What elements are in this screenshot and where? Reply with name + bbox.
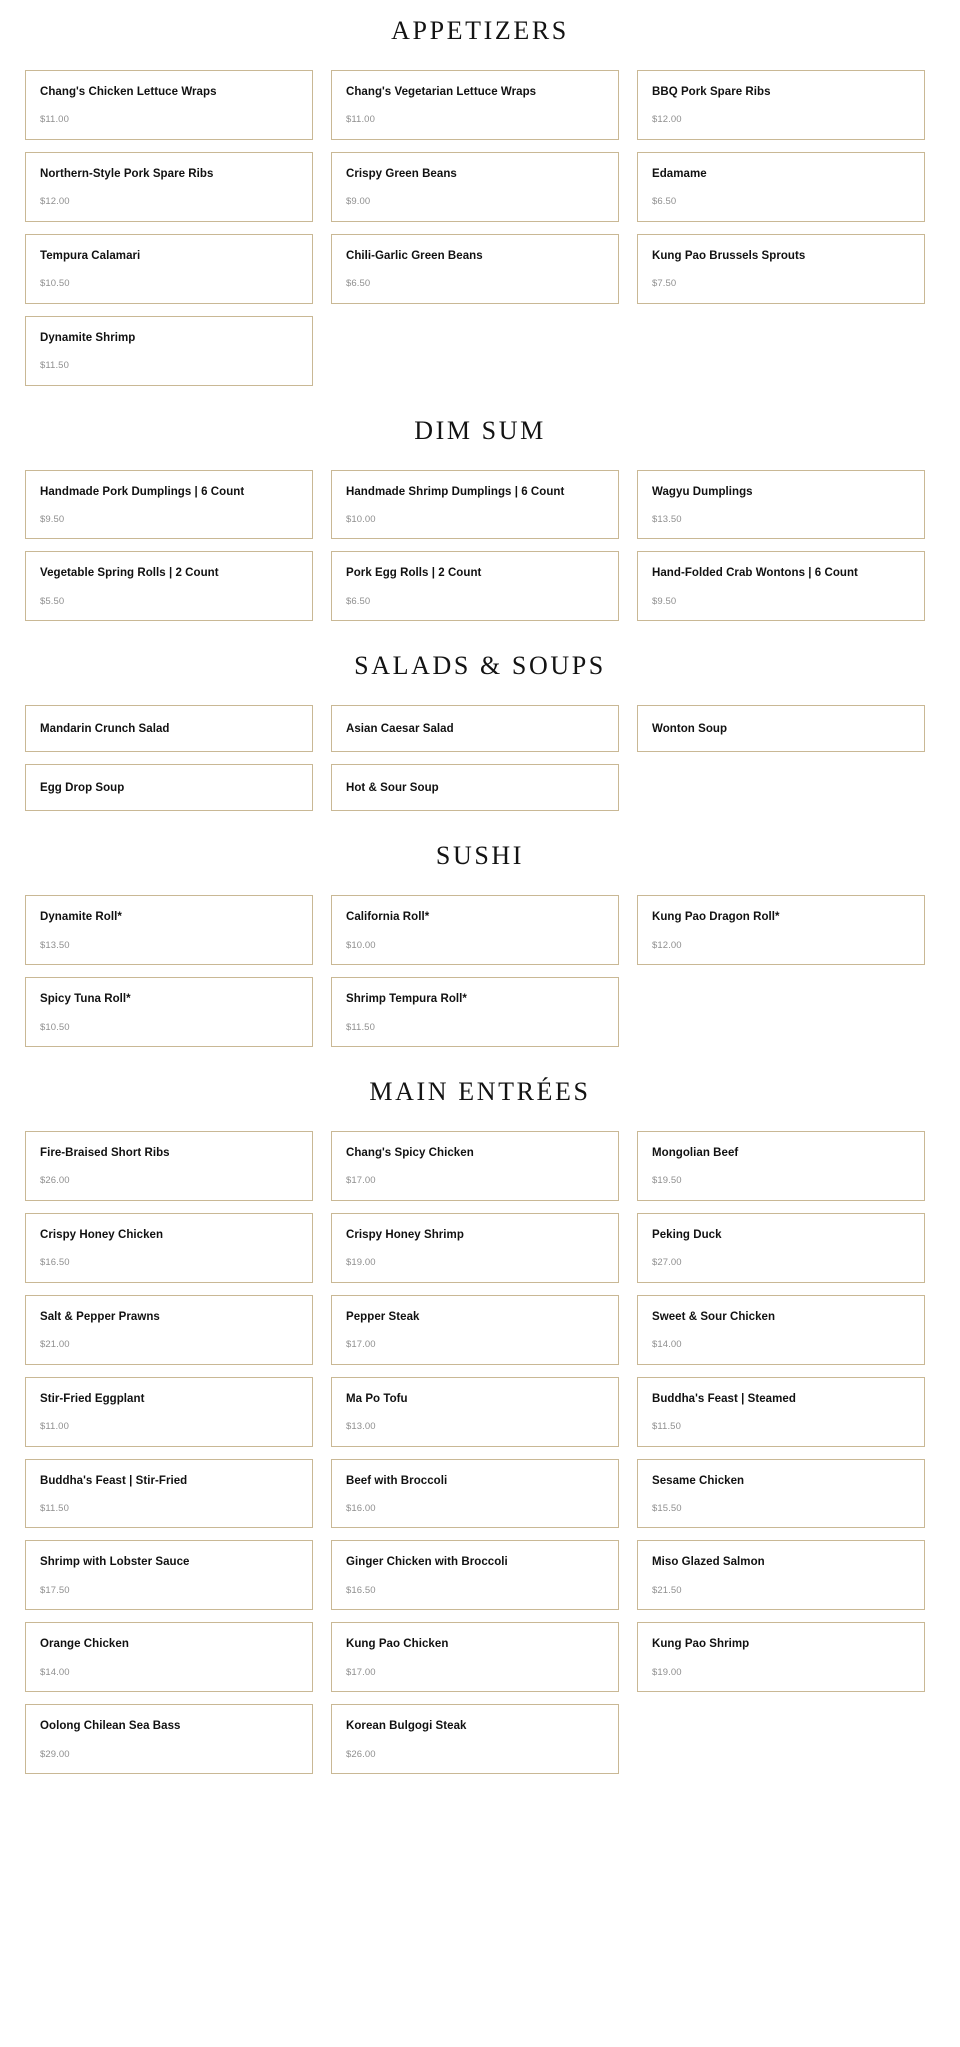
menu-item-price: $26.00 bbox=[346, 1748, 376, 1760]
section-heading: SUSHI bbox=[435, 841, 525, 871]
section-heading: MAIN ENTRÉES bbox=[369, 1077, 591, 1106]
menu-item-price: $14.00 bbox=[652, 1339, 682, 1351]
menu-item-name: Wagyu Dumplings bbox=[652, 485, 753, 498]
menu-item-price: $11.50 bbox=[346, 1021, 375, 1033]
menu-item-name: Asian Caesar Salad bbox=[346, 722, 454, 735]
menu-item-name: Stir-Fried Eggplant bbox=[40, 1392, 145, 1405]
menu-item-price: $11.50 bbox=[652, 1421, 681, 1432]
menu-item-name: Pork Egg Rolls | 2 Count bbox=[346, 567, 482, 580]
menu-item-price: $19.50 bbox=[652, 1175, 682, 1187]
section-spacer bbox=[0, 1774, 960, 1784]
menu-item-name: Crispy Green Beans bbox=[346, 167, 457, 180]
menu-item-price: $15.50 bbox=[652, 1502, 682, 1514]
menu-item-name: Oolong Chilean Sea Bass bbox=[40, 1720, 181, 1733]
menu-item-name: Salt & Pepper Prawns bbox=[40, 1310, 160, 1323]
menu-item-card[interactable] bbox=[637, 1295, 925, 1365]
menu-item-price: $14.00 bbox=[40, 1666, 70, 1678]
menu-item-card[interactable] bbox=[637, 1540, 925, 1610]
menu-item-name: Sweet & Sour Chicken bbox=[652, 1310, 776, 1323]
menu-section-dim-sum bbox=[0, 396, 960, 632]
section-spacer bbox=[0, 386, 960, 396]
menu-item-price: $5.50 bbox=[40, 595, 65, 607]
menu-section-main-entrees bbox=[0, 1057, 960, 1784]
section-spacer bbox=[0, 1047, 960, 1057]
menu-item-name: Ma Po Tofu bbox=[346, 1392, 408, 1405]
menu-item-card[interactable] bbox=[25, 1622, 313, 1692]
menu-item-price: $9.00 bbox=[346, 196, 371, 208]
menu-item-card[interactable] bbox=[637, 1213, 925, 1283]
menu-item-price: $6.50 bbox=[346, 278, 371, 290]
menu-item-name: Dynamite Shrimp bbox=[40, 331, 136, 344]
menu-item-price: $10.50 bbox=[40, 1021, 70, 1033]
menu-item-name: Spicy Tuna Roll* bbox=[40, 993, 131, 1006]
menu-item-card[interactable] bbox=[25, 1540, 313, 1610]
menu-item-price: $21.50 bbox=[652, 1584, 682, 1596]
menu-item-card[interactable] bbox=[331, 764, 619, 811]
menu-item-name: Kung Pao Brussels Sprouts bbox=[652, 249, 806, 262]
menu-item-name: Buddha's Feast | Stir-Fried bbox=[40, 1474, 188, 1487]
menu-item-name: Hot & Sour Soup bbox=[346, 781, 439, 794]
menu-item-name: Miso Glazed Salmon bbox=[652, 1556, 765, 1569]
menu-item-card[interactable] bbox=[637, 70, 925, 140]
menu-item-name: Hand-Folded Crab Wontons | 6 Count bbox=[652, 567, 858, 580]
menu-item-price: $11.50 bbox=[40, 1502, 69, 1514]
menu-item-card[interactable] bbox=[25, 316, 313, 386]
menu-item-price: $11.50 bbox=[40, 360, 69, 371]
section-spacer bbox=[0, 621, 960, 631]
menu-item-card[interactable] bbox=[25, 1459, 313, 1529]
menu-item-name: Chang's Spicy Chicken bbox=[346, 1147, 474, 1159]
menu-items-grid bbox=[0, 895, 960, 1047]
menu-item-card[interactable] bbox=[331, 977, 619, 1047]
menu-item-name: Crispy Honey Shrimp bbox=[346, 1228, 464, 1241]
menu-item-card[interactable] bbox=[331, 1131, 619, 1201]
menu-item-name: Northern-Style Pork Spare Ribs bbox=[40, 167, 214, 180]
menu-item-card[interactable] bbox=[637, 1459, 925, 1529]
menu-item-name: Shrimp Tempura Roll* bbox=[346, 993, 467, 1006]
menu-item-card[interactable] bbox=[331, 234, 619, 304]
section-heading: SALADS & SOUPS bbox=[354, 651, 606, 681]
section-heading-container bbox=[0, 821, 960, 895]
menu-item-card[interactable] bbox=[25, 1377, 313, 1447]
menu-item-card[interactable] bbox=[25, 1213, 313, 1283]
menu-item-name: Shrimp with Lobster Sauce bbox=[40, 1556, 190, 1569]
menu-item-price: $9.50 bbox=[40, 513, 65, 525]
menu-item-name: Ginger Chicken with Broccoli bbox=[346, 1556, 508, 1569]
menu-item-card[interactable] bbox=[25, 152, 313, 222]
section-heading-container bbox=[0, 0, 960, 70]
menu-section-appetizers bbox=[0, 0, 960, 396]
menu-item-name: Vegetable Spring Rolls | 2 Count bbox=[40, 567, 219, 580]
menu-items-grid bbox=[0, 1131, 960, 1774]
menu-item-name: Chang's Chicken Lettuce Wraps bbox=[40, 86, 217, 98]
menu-item-price: $6.50 bbox=[346, 595, 371, 607]
menu-item-name: Handmade Shrimp Dumplings | 6 Count bbox=[346, 485, 565, 498]
menu-item-price: $6.50 bbox=[652, 196, 677, 208]
menu-item-card[interactable] bbox=[637, 234, 925, 304]
menu-item-card[interactable] bbox=[331, 1540, 619, 1610]
menu-item-card[interactable] bbox=[331, 1704, 619, 1774]
menu-section-sushi bbox=[0, 821, 960, 1057]
menu-item-name: Beef with Broccoli bbox=[346, 1474, 448, 1487]
menu-item-name: Chili-Garlic Green Beans bbox=[346, 249, 483, 262]
section-heading-container bbox=[0, 1057, 960, 1131]
menu-item-card[interactable] bbox=[637, 1377, 925, 1447]
menu-item-card[interactable] bbox=[331, 895, 619, 965]
section-heading: DIM SUM bbox=[414, 415, 546, 445]
menu-item-name: Mandarin Crunch Salad bbox=[40, 722, 170, 735]
menu-item-price: $12.00 bbox=[40, 196, 70, 208]
menu-item-name: Kung Pao Dragon Roll* bbox=[652, 911, 780, 924]
menu-item-price: $26.00 bbox=[40, 1175, 70, 1187]
menu-item-card[interactable] bbox=[637, 895, 925, 965]
menu-items-grid bbox=[0, 705, 960, 811]
menu-item-card[interactable] bbox=[25, 764, 313, 811]
menu-item-price: $17.00 bbox=[346, 1666, 376, 1678]
menu-item-card[interactable] bbox=[331, 705, 619, 752]
menu-item-card[interactable] bbox=[637, 551, 925, 621]
menu-item-price: $7.50 bbox=[652, 278, 677, 290]
menu-item-name: Buddha's Feast | Steamed bbox=[652, 1392, 796, 1405]
section-spacer bbox=[0, 811, 960, 821]
menu-item-name: Crispy Honey Chicken bbox=[40, 1228, 164, 1241]
section-heading-container bbox=[0, 631, 960, 705]
menu-item-price: $10.00 bbox=[346, 939, 376, 951]
menu-item-card[interactable] bbox=[637, 152, 925, 222]
menu-item-price: $21.00 bbox=[40, 1339, 70, 1351]
menu-item-name: Pepper Steak bbox=[346, 1310, 420, 1323]
menu-items-grid bbox=[0, 470, 960, 622]
menu-item-card[interactable] bbox=[25, 1295, 313, 1365]
menu-item-card[interactable] bbox=[637, 1131, 925, 1201]
menu-item-name: Kung Pao Chicken bbox=[346, 1638, 449, 1651]
menu-item-price: $16.00 bbox=[346, 1502, 376, 1514]
menu-item-card[interactable] bbox=[25, 551, 313, 621]
menu-item-price: $16.50 bbox=[40, 1257, 70, 1269]
menu-item-card[interactable] bbox=[25, 1704, 313, 1774]
menu-item-card[interactable] bbox=[25, 705, 313, 752]
menu-item-card[interactable] bbox=[25, 977, 313, 1047]
menu-item-price: $12.00 bbox=[652, 939, 682, 951]
menu-item-price: $13.50 bbox=[40, 939, 70, 951]
menu-item-card[interactable] bbox=[331, 1295, 619, 1365]
menu-item-name: Edamame bbox=[652, 167, 707, 180]
menu-item-card[interactable] bbox=[331, 70, 619, 140]
menu-item-name: Orange Chicken bbox=[40, 1638, 129, 1651]
menu-item-name: California Roll* bbox=[346, 911, 430, 924]
menu-item-price: $11.00 bbox=[346, 114, 375, 126]
menu-item-price: $19.00 bbox=[346, 1257, 376, 1269]
menu-item-price: $27.00 bbox=[652, 1257, 682, 1269]
section-heading: APPETIZERS bbox=[391, 16, 569, 45]
menu-item-price: $9.50 bbox=[652, 595, 677, 607]
menu-item-card[interactable] bbox=[331, 152, 619, 222]
menu-item-price: $11.00 bbox=[40, 1421, 69, 1432]
menu-item-card[interactable] bbox=[25, 234, 313, 304]
menu-item-card[interactable] bbox=[331, 470, 619, 540]
menu-item-name: Fire-Braised Short Ribs bbox=[40, 1147, 170, 1159]
menu-item-name: Sesame Chicken bbox=[652, 1474, 745, 1487]
menu-item-price: $11.00 bbox=[40, 114, 69, 126]
menu-item-price: $13.50 bbox=[652, 513, 682, 525]
menu-item-card[interactable] bbox=[637, 705, 925, 752]
menu-item-price: $16.50 bbox=[346, 1584, 376, 1596]
menu-item-name: Chang's Vegetarian Lettuce Wraps bbox=[346, 86, 537, 98]
menu-item-card[interactable] bbox=[25, 895, 313, 965]
menu-item-name: Korean Bulgogi Steak bbox=[346, 1720, 467, 1733]
menu-item-card[interactable] bbox=[331, 1213, 619, 1283]
menu-item-price: $10.00 bbox=[346, 513, 376, 525]
menu-item-card[interactable] bbox=[25, 1131, 313, 1201]
menu-item-card[interactable] bbox=[331, 1459, 619, 1529]
menu-item-name: Egg Drop Soup bbox=[40, 781, 125, 794]
menu-item-price: $17.00 bbox=[346, 1339, 376, 1351]
section-heading-container bbox=[0, 396, 960, 470]
menu-item-price: $29.00 bbox=[40, 1748, 70, 1760]
menu-item-price: $19.00 bbox=[652, 1666, 682, 1678]
menu-item-name: Wonton Soup bbox=[652, 722, 728, 735]
menu-item-card[interactable] bbox=[331, 1622, 619, 1692]
menu-item-card[interactable] bbox=[331, 1377, 619, 1447]
menu-item-card[interactable] bbox=[25, 470, 313, 540]
menu-item-name: Tempura Calamari bbox=[40, 249, 141, 262]
menu-item-card[interactable] bbox=[637, 1622, 925, 1692]
menu-item-card[interactable] bbox=[331, 551, 619, 621]
menu-items-grid bbox=[0, 70, 960, 386]
menu-section-salads-and-soups bbox=[0, 631, 960, 821]
menu-item-name: Kung Pao Shrimp bbox=[652, 1638, 750, 1651]
menu-item-name: Mongolian Beef bbox=[652, 1147, 739, 1159]
menu-item-card[interactable] bbox=[25, 70, 313, 140]
menu-item-price: $10.50 bbox=[40, 278, 70, 290]
menu-item-name: Peking Duck bbox=[652, 1228, 722, 1241]
menu-item-price: $17.50 bbox=[40, 1584, 70, 1596]
menu-item-name: Dynamite Roll* bbox=[40, 911, 122, 924]
menu-item-price: $13.00 bbox=[346, 1421, 376, 1432]
menu-item-price: $17.00 bbox=[346, 1175, 376, 1187]
menu-item-name: Handmade Pork Dumplings | 6 Count bbox=[40, 485, 245, 498]
menu-item-card[interactable] bbox=[637, 470, 925, 540]
menu-item-price: $12.00 bbox=[652, 114, 682, 126]
menu-item-name: BBQ Pork Spare Ribs bbox=[652, 86, 771, 98]
